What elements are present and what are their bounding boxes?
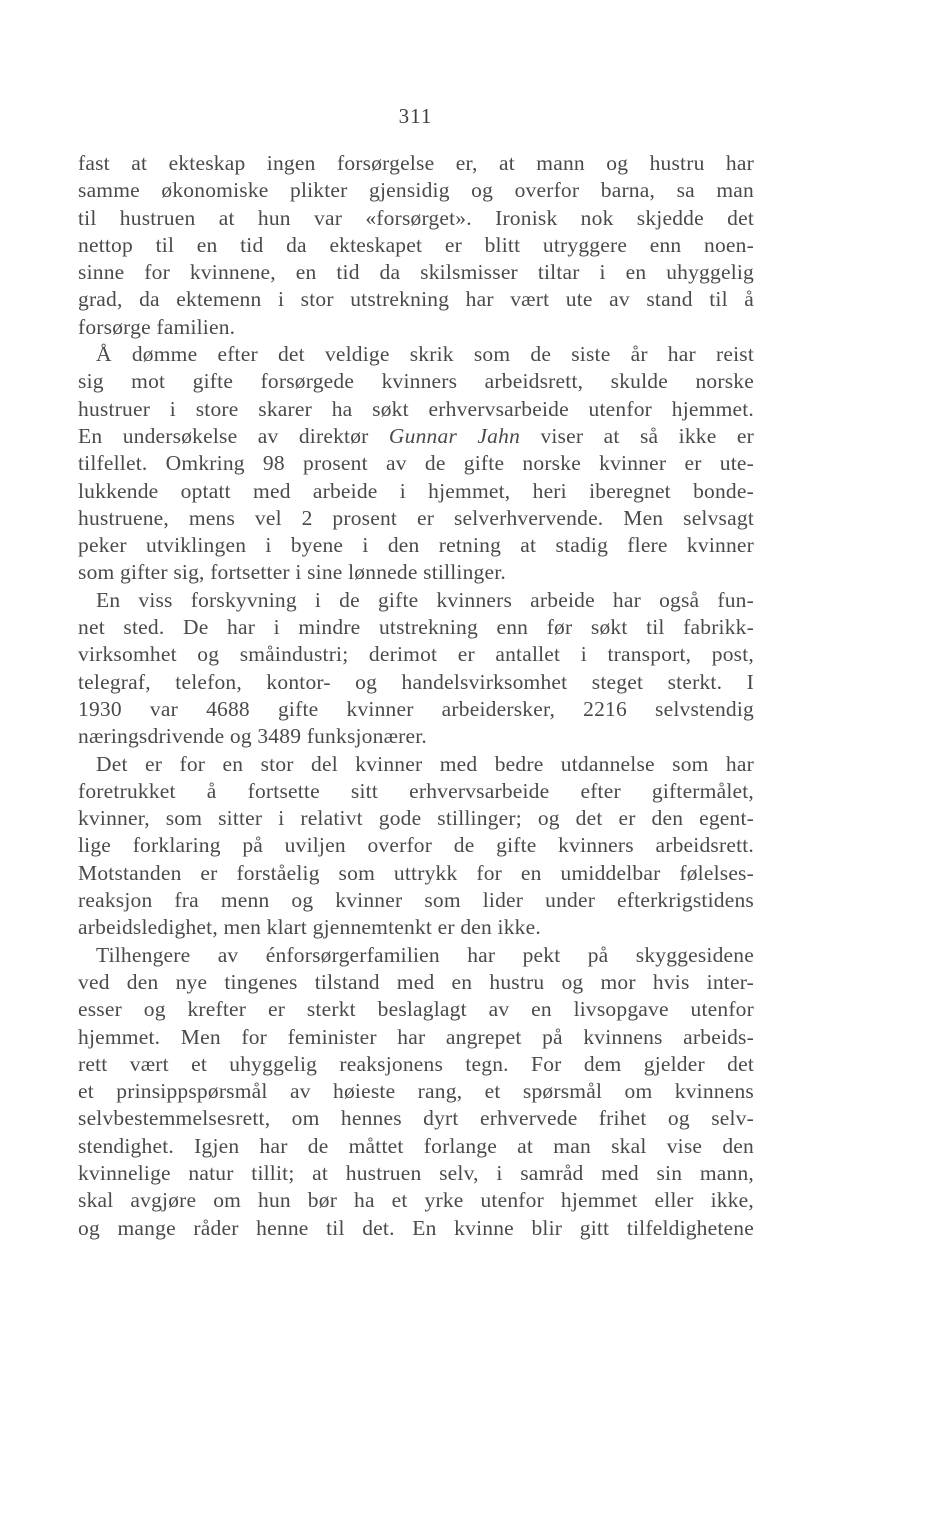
text-line: hjemmet. Men for feminister har angrepet på kvinnens arbeids- [78,1024,754,1049]
text-line: Det er for en stor del kvinner med bedre utdannelse som har [96,751,754,776]
text-line: hustruene, mens vel 2 prosent er selverhvervende. Men selvsagt [78,505,754,530]
text-line: næringsdrivende og 3489 funksjonærer. [78,724,427,749]
text-line: selvbestemmelsesrett, om hennes dyrt erhvervede frihet og selv- [78,1106,754,1131]
text-line: arbeidsledighet, men klart gjennemtenkt er den ikke. [78,915,541,940]
text-line: En viss forskyvning i de gifte kvinners arbeide har også fun- [96,587,754,612]
text-line: virksomhet og småindustri; derimot er antallet i transport, post, [78,642,754,667]
text-line: rett vært et uhyggelig reaksjonens tegn. For dem gjelder det [78,1051,754,1076]
text-line: samme økonomiske plikter gjensidig og overfor barna, sa man [78,178,754,203]
text-line: grad, da ektemenn i stor utstrekning har vært ute av stand til å [78,287,754,312]
text-line-segment: En undersøkelse av direktør [78,423,389,448]
text-line: foretrukket å fortsette sitt erhvervsarbeide efter giftermålet, [78,778,754,803]
text-line: kvinner, som sitter i relativt gode stillinger; og det er den egent- [78,806,754,831]
text-line: sinne for kvinnene, en tid da skilsmisser tiltar i en uhyggelig [78,260,754,285]
text-line: forsørge familien. [78,314,236,339]
text-line: nettop til en tid da ekteskapet er blitt utryggere enn noen- [78,232,754,257]
text-line: skal avgjøre om hun bør ha et yrke utenfor hjemmet eller ikke, [78,1188,754,1213]
text-line: esser og krefter er sterkt beslaglagt av en livsopgave utenfor [78,997,754,1022]
text-line: peker utviklingen i byene i den retning at stadig flere kvinner [78,533,754,558]
text-line: net sted. De har i mindre utstrekning enn før søkt til fabrikk- [78,615,754,640]
text-line: sig mot gifte forsørgede kvinners arbeidsrett, skulde norske [78,369,754,394]
text-line: lige forklaring på uviljen overfor de gifte kvinners arbeidsrett. [78,833,754,858]
page-number: 311 [398,104,433,128]
text-line: tilfellet. Omkring 98 prosent av de gifte norske kvinner er ute- [78,451,754,476]
text-line: reaksjon fra menn og kvinner som lider under efterkrigstidens [78,888,754,913]
text-line: og mange råder henne til det. En kvinne blir gitt tilfeldighetene [78,1215,754,1240]
text-line: lukkende optatt med arbeide i hjemmet, heri iberegnet bonde- [78,478,754,503]
text-line: som gifter sig, fortsetter i sine lønnede stillinger. [78,560,506,585]
text-line: hustruer i store skarer ha søkt erhvervsarbeide utenfor hjemmet. [78,396,754,421]
author-name: Gunnar Jahn [388,423,521,448]
text-line: fast at ekteskap ingen forsørgelse er, at mann og hustru har [78,151,754,175]
text-line: kvinnelige natur tillit; at hustruen selv, i samråd med sin mann, [78,1160,754,1185]
text-line: til hustruen at hun var «forsørget». Ironisk nok skjedde det [78,205,754,230]
text-line: Å dømme efter det veldige skrik som de siste år har reist [96,342,754,367]
text-line: 1930 var 4688 gifte kvinner arbeidersker, 2216 selvstendig [78,696,754,721]
text-line-segment: viser at så ikke er [520,423,755,448]
text-line: stendighet. Igjen har de måttet forlange at man skal vise den [78,1133,754,1158]
text-line: ved den nye tingenes tilstand med en hustru og mor hvis inter- [78,969,754,994]
text-line [78,423,754,450]
text-line: Tilhengere av énforsørgerfamilien har pekt på skyggesidene [96,942,754,967]
text-line: telegraf, telefon, kontor- og handelsvirksomhet steget sterkt. I [78,669,754,694]
body-text [78,150,754,1242]
text-line: Motstanden er forståelig som uttrykk for en umiddelbar følelses- [78,860,754,885]
text-line: et prinsippspørsmål av høieste rang, et spørsmål om kvinnens [78,1079,754,1104]
